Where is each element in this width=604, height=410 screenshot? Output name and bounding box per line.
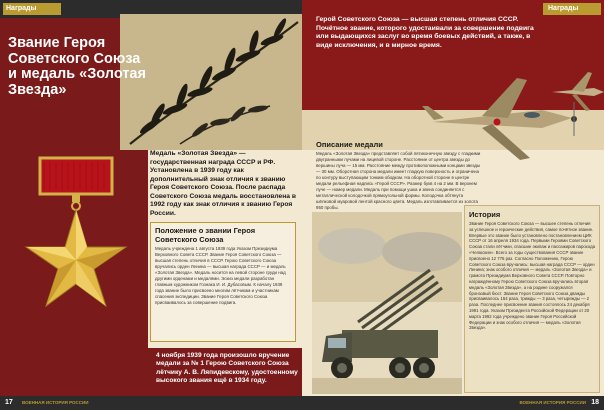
left-page-number: 17 <box>5 399 13 406</box>
regulation-box-text: Медаль учреждена 1 августа 1939 года Указом Президиума Верховного Совета СССР. Звание Героя Советского Союза — высшая степень отличия в СССР. Герою Советского Союза вручались орден Ленина — высшая награда СССР — и медаль «Золотая Звезда». Медаль носится на левой стороне груди над другими орденами и медалями. Эскиз медали разработан главным художником Гознака И. И. Дубасовым. К началу 1939 года звание было присвоено многим лётчикам и участникам спасения экспедиции. Звание Героя Советского Союза присваивалось за совершение подвига. <box>155 246 286 305</box>
right-footer-text: ВОЕННАЯ ИСТОРИЯ РОССИИ <box>519 400 586 405</box>
article-title: Звание Героя Советского Союза и медаль «Золотая Звезда» <box>8 35 146 98</box>
rocket-launcher-truck-illustration <box>312 212 462 394</box>
right-section-label: Награды <box>543 3 601 15</box>
regulation-box <box>150 222 296 342</box>
history-box <box>464 205 600 393</box>
medal-description-title: Описание медали <box>316 140 383 149</box>
medal-award-caption: 4 ноября 1939 года произошло вручение медали за № 1 Герою Советского Союза лётчику А. В. Ляпидевскому, удостоенному высокого звания ещё в 1934 году. <box>156 352 298 384</box>
right-page <box>302 0 604 410</box>
left-footer-text: ВОЕННАЯ ИСТОРИЯ РОССИИ <box>22 400 89 405</box>
history-box-title: История <box>469 210 501 219</box>
medal-description-text: Медаль «Золотая Звезда» представляет собой пятиконечную звезду с гладкими двугранными лучами на лицевой стороне. Расстояние от центра звезды до вершины луча — 15 мм. Расстояние между противоположными концами звезды — 30 мм. Оборотная сторона медали имеет гладкую поверхность и ограничена по контуру выступающим тонким ободком. На оборотной стороне в центре медали рельефная надпись «Герой СССР». Размер букв 4 на 2 мм. В верхнем луче — номер медали. Медаль при помощи ушка и звена соединяется с металлической колодочкой прямоугольной формы. Колодочка обтянута шёлковой муаровой лентой красного цвета. Медаль изготавливается из золота 950 пробы. <box>316 151 481 210</box>
article-intro: Медаль «Золотая Звезда» — государственная награда СССР и РФ. Установлена в 1939 году как дополнительный знак отличия к званию Героя Советского Союза. После распада Советского Союза медаль восстановлена в 1992 году как знак отличия к званию Героя России. <box>150 150 296 217</box>
left-section-label: Награды <box>3 3 61 15</box>
hero-definition-quote: Герой Советского Союза — высшая степень отличия СССР. Почётное звание, которого удостаивали за совершение подвига или выдающихся заслуг во время боевых действий, а также, в виде исключения, и в мирное время. <box>316 16 534 49</box>
right-page-number: 18 <box>591 399 599 406</box>
regulation-box-title: Положение о звании Героя Советского Союза <box>155 226 256 244</box>
history-box-text: Звание Героя Советского Союза — высшее степень отличия за успешное и героические действия, самое почётное звание. Впервые это звание было установлено постановлением ЦИК СССР от 16 апреля 1934 года. Первыми Героями Советского Союза стали лётчики, спасшие экипаж и пассажиров парохода «Челюскин». Всего за годы существования СССР звание присвоено 12 776 раз. Согласно Положению, Герою Советского Союза вручались: высшая награда СССР — орден Ленина; знак особого отличия — медаль «Золотая Звезда» и грамота Президиума Верховного Совета СССР. Повторно награждённому Герою Советского Союза вручались вторая медаль «Золотая Звезда», а на родине сооружался бронзовый бюст. Звание Героя Советского Союза дважды присваивалось 154 раза, трижды — 3 раза, четырежды — 2 раза. Последнее присвоение звания состоялось 24 декабря 1991 года. Указом Президента Российской Федерации от 20 марта 1992 года учреждено звание Героя Российской Федерации и знак особого отличия — медаль «Золотая Звезда». <box>469 221 595 331</box>
gold-star-medal-illustration <box>6 150 146 346</box>
